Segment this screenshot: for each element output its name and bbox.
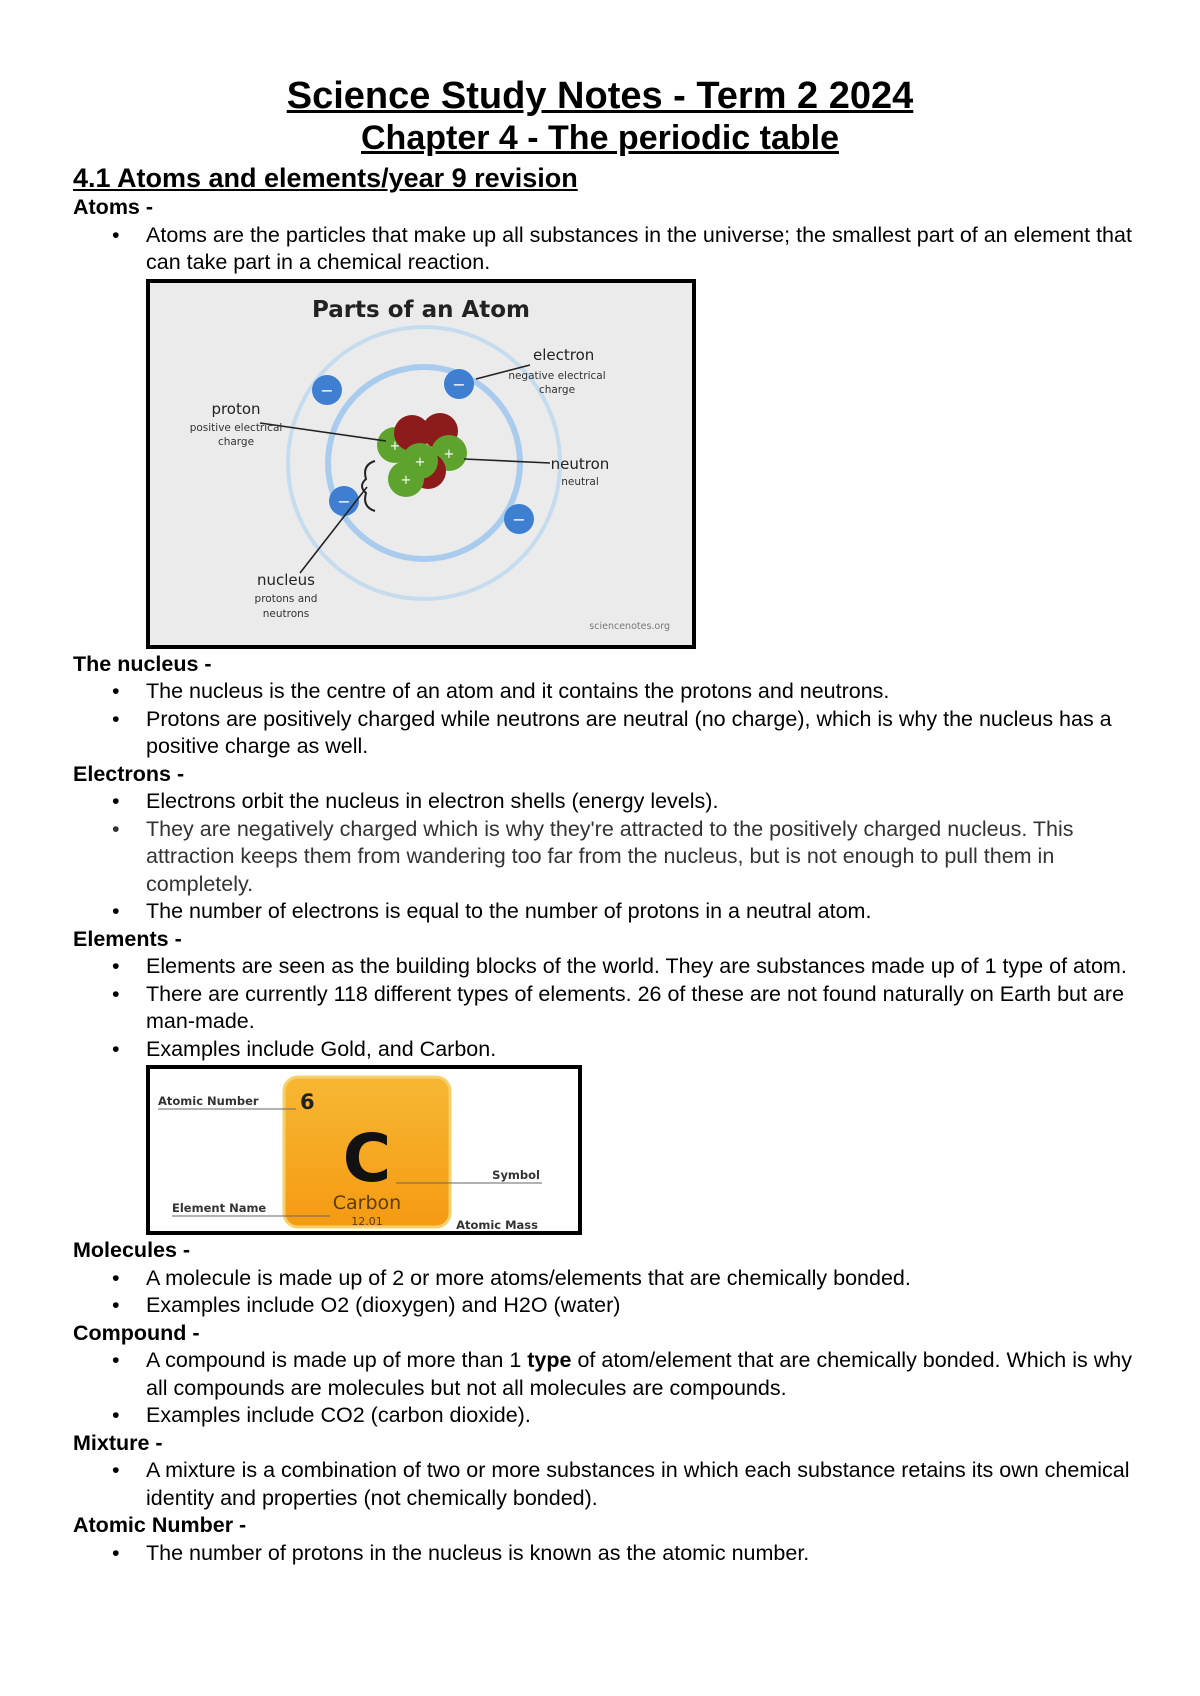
list-item: • A molecule is made up of 2 or more atoms/elements that are chemically bonded. bbox=[146, 1265, 1133, 1293]
compound-text-end: of atom/element that are chemically bonded. Which is why all compounds are molecules but not all molecules are compounds. bbox=[146, 1348, 1132, 1400]
nucleus-heading: The nucleus - bbox=[73, 651, 212, 676]
list-item: • The nucleus is the centre of an atom and it contains the protons and neutrons. bbox=[146, 678, 1133, 706]
mixture-heading: Mixture - bbox=[73, 1430, 163, 1455]
svg-text:+: + bbox=[443, 446, 455, 462]
svg-text:−: − bbox=[337, 491, 351, 511]
compound-list bbox=[73, 1347, 1133, 1430]
electron-icon bbox=[312, 375, 342, 405]
symbol-label: Symbol bbox=[492, 1168, 540, 1182]
electron-desc-2: charge bbox=[538, 383, 576, 396]
list-item: • Atoms are the particles that make up all substances in the universe; the smallest part of an element that can take part in a chemical reaction. bbox=[146, 222, 1133, 277]
page-title: Science Study Notes - Term 2 2024 bbox=[286, 75, 914, 117]
compound-text-start: A compound is made up of more than 1 bbox=[146, 1348, 528, 1372]
proton-label: proton bbox=[211, 399, 261, 418]
atomic-number-heading: Atomic Number - bbox=[73, 1513, 247, 1537]
molecules-list bbox=[73, 1265, 1133, 1320]
list-item: • Protons are positively charged while neutrons are neutral (no charge), which is why the nucleus has a positive charge as well. bbox=[146, 706, 1133, 761]
atomic-mass-label: Atomic Mass bbox=[456, 1218, 538, 1231]
tile-symbol: C bbox=[342, 1120, 392, 1197]
tile-element-name: Carbon bbox=[332, 1192, 402, 1214]
nucleus-desc-2: neutrons bbox=[262, 607, 310, 620]
tile-atomic-mass: 12.01 bbox=[351, 1215, 383, 1228]
proton-desc-1: positive electrical bbox=[189, 421, 283, 434]
list-item: • Electrons orbit the nucleus in electron shells (energy levels). bbox=[146, 788, 1133, 816]
svg-text:+: + bbox=[414, 454, 426, 470]
electron-desc-1: negative electrical bbox=[508, 369, 606, 382]
electrons-heading: Electrons - bbox=[73, 761, 185, 786]
list-item: • Examples include CO2 (carbon dioxide). bbox=[146, 1402, 1133, 1430]
mixture-list bbox=[73, 1457, 1133, 1512]
section-title: 4.1 Atoms and elements/year 9 revision bbox=[73, 163, 578, 193]
list-item: • Elements are seen as the building blocks of the world. They are substances made up of 1 type of atom. bbox=[146, 953, 1133, 981]
element-name-label: Element Name bbox=[172, 1201, 267, 1215]
compound-text-bold: type bbox=[527, 1348, 572, 1372]
atomic-number-list bbox=[73, 1540, 1133, 1568]
atomic-number-label: Atomic Number bbox=[158, 1094, 259, 1108]
list-item: • Examples include Gold, and Carbon. bbox=[146, 1036, 1133, 1064]
svg-text:+: + bbox=[389, 438, 401, 454]
carbon-tile-diagram bbox=[150, 1069, 578, 1231]
list-item: • Examples include O2 (dioxygen) and H2O (water) bbox=[146, 1292, 1133, 1320]
list-item: • There are currently 118 different types of elements. 26 of these are not found naturally on Earth but are man-made. bbox=[146, 981, 1133, 1036]
neutron-desc: neutral bbox=[561, 475, 599, 488]
svg-text:−: − bbox=[512, 509, 526, 529]
list-item bbox=[146, 1347, 1133, 1402]
proton-desc-2: charge bbox=[217, 435, 255, 448]
list-item: • The number of electrons is equal to the number of protons in a neutral atom. bbox=[146, 898, 1133, 926]
parts-of-atom-figure bbox=[146, 279, 696, 649]
compound-heading: Compound - bbox=[73, 1320, 200, 1345]
list-item: • They are negatively charged which is why they're attracted to the positively charged nucleus. This attraction keeps them from wandering too far from the nucleus, but is not enough to pull them in completely. bbox=[146, 816, 1133, 899]
svg-text:−: − bbox=[320, 380, 334, 400]
svg-text:−: − bbox=[452, 374, 466, 394]
carbon-element-figure bbox=[146, 1065, 582, 1235]
electrons-list bbox=[73, 788, 1133, 926]
list-item: • A mixture is a combination of two or more substances in which each substance retains its own chemical identity and properties (not chemically bonded). bbox=[146, 1457, 1133, 1512]
nucleus-label: nucleus bbox=[257, 570, 315, 589]
svg-text:+: + bbox=[400, 472, 412, 488]
neutron-label: neutron bbox=[550, 454, 610, 473]
chapter-title: Chapter 4 - The periodic table bbox=[361, 119, 839, 157]
atoms-heading: Atoms - bbox=[73, 195, 154, 219]
electron-icon bbox=[329, 486, 359, 516]
list-item: • The number of protons in the nucleus is known as the atomic number. bbox=[146, 1540, 1133, 1568]
electron-icon bbox=[444, 369, 474, 399]
nucleus-desc-1: protons and bbox=[254, 592, 318, 605]
notes-body bbox=[73, 194, 1133, 1567]
atoms-list bbox=[73, 222, 1133, 277]
molecules-heading: Molecules - bbox=[73, 1238, 191, 1262]
atom-diagram bbox=[150, 283, 692, 645]
atom-figure-title: Parts of an Atom bbox=[311, 296, 531, 323]
nucleus-list bbox=[73, 678, 1133, 761]
image-credit: sciencenotes.org bbox=[589, 620, 670, 632]
elements-list bbox=[73, 953, 1133, 1063]
elements-heading: Elements - bbox=[73, 926, 182, 951]
electron-label: electron bbox=[533, 345, 595, 364]
tile-atomic-number: 6 bbox=[300, 1090, 315, 1114]
electron-icon bbox=[504, 504, 534, 534]
